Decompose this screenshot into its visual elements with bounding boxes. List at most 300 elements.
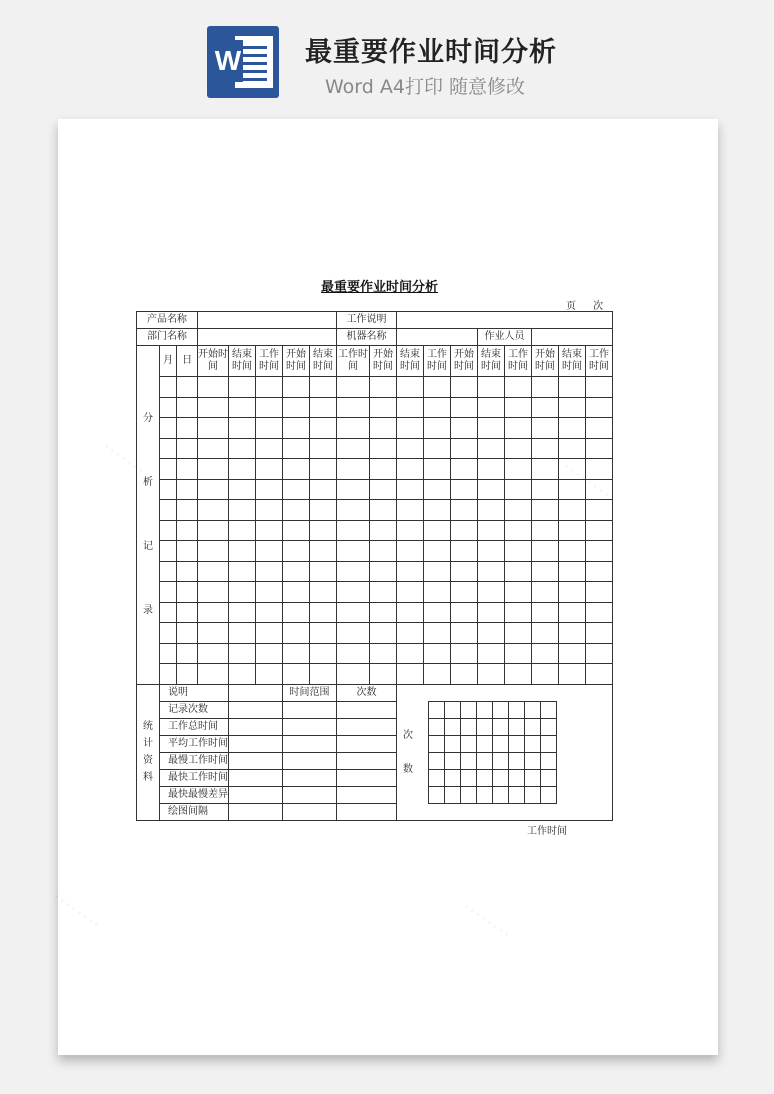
- record-cell: [586, 602, 613, 623]
- record-cell: [310, 582, 337, 603]
- record-cell: [229, 623, 256, 644]
- chart-grid-cell: [509, 786, 525, 803]
- chart-ylabel: [403, 719, 413, 787]
- record-cell: [478, 623, 505, 644]
- record-cell: [197, 397, 228, 418]
- time-column-header: 工作时间: [256, 346, 283, 377]
- record-cell: [532, 418, 559, 439]
- chart-grid-cell: [525, 786, 541, 803]
- record-cell: [559, 479, 586, 500]
- page-number-label: 页 次: [566, 301, 604, 312]
- record-cell: [337, 520, 370, 541]
- record-cell: [256, 397, 283, 418]
- record-cell: [586, 643, 613, 664]
- record-cell: [160, 541, 177, 562]
- record-cell: [283, 602, 310, 623]
- word-icon: [207, 26, 279, 98]
- stats-count-cell: [337, 718, 397, 735]
- record-cell: [424, 643, 451, 664]
- record-cell: [177, 541, 198, 562]
- record-cell: [310, 479, 337, 500]
- record-cell: [370, 541, 397, 562]
- chart-grid-cell: [541, 735, 557, 752]
- record-cell: [451, 623, 478, 644]
- record-cell: [337, 438, 370, 459]
- stats-count-cell: [337, 769, 397, 786]
- record-cell: [397, 664, 424, 685]
- record-cell: [478, 602, 505, 623]
- record-cell: [256, 459, 283, 480]
- record-cell: [505, 438, 532, 459]
- record-cell: [505, 582, 532, 603]
- stats-value-cell: [229, 786, 283, 803]
- record-cell: [310, 397, 337, 418]
- chart-grid-cell: [509, 735, 525, 752]
- record-cell: [283, 479, 310, 500]
- record-cell: [559, 643, 586, 664]
- stats-value-cell: [229, 803, 283, 820]
- record-section-label: [137, 346, 160, 685]
- stats-row-label: 最快最慢差异: [160, 786, 229, 803]
- page-header: [0, 0, 774, 110]
- stats-row-label: 最慢工作时间: [160, 752, 229, 769]
- record-cell: [505, 500, 532, 521]
- record-cell: [283, 643, 310, 664]
- record-cell: [256, 602, 283, 623]
- record-cell: [451, 459, 478, 480]
- record-cell: [310, 418, 337, 439]
- chart-grid-cell: [525, 769, 541, 786]
- record-cell: [197, 582, 228, 603]
- record-cell: [283, 377, 310, 398]
- chart-grid-cell: [461, 769, 477, 786]
- department-value: [197, 329, 336, 346]
- record-cell: [424, 541, 451, 562]
- record-cell: [532, 500, 559, 521]
- stats-row-label: 绘图间隔: [160, 803, 229, 820]
- record-cell: [256, 438, 283, 459]
- record-cell: [586, 459, 613, 480]
- chart-grid-cell: [461, 752, 477, 769]
- record-cell: [310, 520, 337, 541]
- chart-grid-cell: [477, 735, 493, 752]
- record-cell: [337, 459, 370, 480]
- department-label: 部门名称: [137, 329, 198, 346]
- record-cell: [451, 500, 478, 521]
- record-cell: [559, 520, 586, 541]
- record-cell: [283, 418, 310, 439]
- record-cell: [424, 500, 451, 521]
- record-cell: [283, 438, 310, 459]
- record-cell: [532, 582, 559, 603]
- record-cell: [424, 438, 451, 459]
- record-cell: [337, 479, 370, 500]
- chart-grid-cell: [477, 718, 493, 735]
- record-cell: [505, 561, 532, 582]
- record-cell: [478, 520, 505, 541]
- record-cell: [424, 418, 451, 439]
- chart-grid-cell: [493, 735, 509, 752]
- stats-count-cell: [337, 752, 397, 769]
- record-cell: [478, 664, 505, 685]
- record-cell: [229, 377, 256, 398]
- record-cell: [177, 459, 198, 480]
- record-cell: [160, 520, 177, 541]
- stats-range-cell: [283, 752, 337, 769]
- record-cell: [160, 561, 177, 582]
- record-cell: [397, 397, 424, 418]
- chart-grid-cell: [477, 786, 493, 803]
- record-cell: [197, 418, 228, 439]
- record-cell: [310, 438, 337, 459]
- record-cell: [160, 438, 177, 459]
- record-cell: [337, 500, 370, 521]
- record-cell: [177, 438, 198, 459]
- record-cell: [532, 561, 559, 582]
- record-cell: [310, 602, 337, 623]
- stats-label-char: 计: [143, 738, 153, 749]
- record-cell: [451, 377, 478, 398]
- stats-label-char: 统: [143, 721, 153, 732]
- work-desc-value: [397, 312, 613, 329]
- record-cell: [337, 377, 370, 398]
- record-cell: [197, 438, 228, 459]
- record-cell: [559, 418, 586, 439]
- record-cell: [559, 459, 586, 480]
- record-cell: [283, 664, 310, 685]
- analysis-form: [136, 311, 613, 821]
- record-cell: [559, 582, 586, 603]
- record-cell: [310, 500, 337, 521]
- record-cell: [451, 643, 478, 664]
- record-cell: [451, 664, 478, 685]
- record-cell: [478, 541, 505, 562]
- record-cell: [586, 500, 613, 521]
- record-cell: [283, 500, 310, 521]
- record-cell: [478, 582, 505, 603]
- record-label-char: 分: [143, 412, 153, 424]
- record-cell: [177, 643, 198, 664]
- time-column-header: 结束时间: [559, 346, 586, 377]
- chart-grid-cell: [445, 769, 461, 786]
- word-icon-letter: W: [213, 40, 243, 82]
- record-cell: [586, 623, 613, 644]
- record-cell: [451, 397, 478, 418]
- record-cell: [229, 459, 256, 480]
- machine-label: 机器名称: [337, 329, 397, 346]
- record-cell: [229, 602, 256, 623]
- record-cell: [197, 479, 228, 500]
- record-cell: [177, 561, 198, 582]
- record-cell: [256, 500, 283, 521]
- record-cell: [370, 500, 397, 521]
- chart-grid-cell: [429, 786, 445, 803]
- record-cell: [229, 643, 256, 664]
- record-cell: [229, 541, 256, 562]
- stats-section-label: [137, 684, 160, 820]
- stats-count-cell: [337, 701, 397, 718]
- record-cell: [532, 643, 559, 664]
- month-header: 月: [160, 346, 177, 377]
- record-cell: [397, 377, 424, 398]
- record-cell: [586, 479, 613, 500]
- record-cell: [559, 438, 586, 459]
- record-cell: [370, 459, 397, 480]
- record-cell: [256, 479, 283, 500]
- record-cell: [397, 623, 424, 644]
- record-cell: [586, 438, 613, 459]
- record-cell: [586, 397, 613, 418]
- record-cell: [586, 377, 613, 398]
- record-cell: [370, 418, 397, 439]
- record-cell: [532, 541, 559, 562]
- record-cell: [197, 541, 228, 562]
- record-cell: [478, 479, 505, 500]
- stats-value-cell: [229, 752, 283, 769]
- record-label-char: 记: [143, 540, 153, 552]
- chart-grid-cell: [493, 786, 509, 803]
- record-cell: [505, 541, 532, 562]
- time-column-header: 开始时间: [197, 346, 228, 377]
- stats-row-label: 工作总时间: [160, 718, 229, 735]
- header-subtitle: Word A4打印 随意修改: [325, 76, 526, 98]
- record-cell: [229, 397, 256, 418]
- record-cell: [397, 520, 424, 541]
- record-cell: [451, 602, 478, 623]
- record-cell: [397, 561, 424, 582]
- record-cell: [283, 582, 310, 603]
- record-cell: [256, 664, 283, 685]
- record-cell: [256, 377, 283, 398]
- record-cell: [370, 582, 397, 603]
- record-cell: [397, 582, 424, 603]
- record-cell: [424, 582, 451, 603]
- stats-value-cell: [229, 769, 283, 786]
- record-cell: [370, 377, 397, 398]
- record-cell: [586, 520, 613, 541]
- record-cell: [424, 397, 451, 418]
- record-cell: [505, 623, 532, 644]
- time-column-header: 工作时间: [505, 346, 532, 377]
- record-cell: [160, 459, 177, 480]
- record-cell: [505, 520, 532, 541]
- record-cell: [559, 541, 586, 562]
- chart-ylabel-char: 次: [403, 729, 413, 741]
- chart-grid-cell: [493, 718, 509, 735]
- time-column-header: 结束时间: [478, 346, 505, 377]
- record-cell: [424, 377, 451, 398]
- record-cell: [160, 479, 177, 500]
- record-cell: [337, 623, 370, 644]
- record-cell: [160, 397, 177, 418]
- record-cell: [160, 643, 177, 664]
- record-cell: [505, 459, 532, 480]
- record-cell: [337, 664, 370, 685]
- stats-range-cell: [283, 701, 337, 718]
- record-cell: [559, 500, 586, 521]
- chart-grid-cell: [509, 752, 525, 769]
- record-cell: [559, 623, 586, 644]
- record-cell: [424, 664, 451, 685]
- chart-grid-cell: [429, 718, 445, 735]
- record-cell: [451, 582, 478, 603]
- record-cell: [424, 602, 451, 623]
- chart-grid-cell: [445, 735, 461, 752]
- record-cell: [337, 561, 370, 582]
- record-cell: [229, 561, 256, 582]
- record-cell: [177, 377, 198, 398]
- record-cell: [370, 397, 397, 418]
- record-cell: [478, 643, 505, 664]
- record-cell: [229, 664, 256, 685]
- record-cell: [559, 377, 586, 398]
- chart-grid-cell: [461, 701, 477, 718]
- record-cell: [424, 520, 451, 541]
- chart-xlabel: 工作时间: [527, 826, 567, 837]
- record-cell: [397, 500, 424, 521]
- chart-grid-cell: [493, 701, 509, 718]
- record-cell: [424, 623, 451, 644]
- stats-row-label: 记录次数: [160, 701, 229, 718]
- chart-grid-cell: [541, 786, 557, 803]
- record-cell: [532, 602, 559, 623]
- stats-row-label: 最快工作时间: [160, 769, 229, 786]
- record-cell: [197, 664, 228, 685]
- record-cell: [478, 500, 505, 521]
- record-cell: [310, 664, 337, 685]
- operator-label: 作业人员: [478, 329, 532, 346]
- record-cell: [451, 438, 478, 459]
- stats-range-cell: [283, 769, 337, 786]
- record-cell: [370, 643, 397, 664]
- time-column-header: 开始时间: [370, 346, 397, 377]
- record-cell: [197, 602, 228, 623]
- record-cell: [397, 479, 424, 500]
- chart-grid-cell: [509, 701, 525, 718]
- chart-grid-cell: [461, 735, 477, 752]
- record-cell: [197, 643, 228, 664]
- record-cell: [256, 541, 283, 562]
- chart-grid-cell: [525, 718, 541, 735]
- day-header: 日: [177, 346, 198, 377]
- record-cell: [283, 623, 310, 644]
- record-cell: [505, 602, 532, 623]
- record-label-char: 析: [143, 476, 153, 488]
- record-cell: [177, 623, 198, 644]
- record-cell: [397, 418, 424, 439]
- record-cell: [397, 438, 424, 459]
- chart-grid-cell: [445, 701, 461, 718]
- record-cell: [160, 602, 177, 623]
- record-cell: [505, 397, 532, 418]
- record-cell: [451, 479, 478, 500]
- record-cell: [197, 377, 228, 398]
- record-cell: [197, 561, 228, 582]
- record-cell: [310, 377, 337, 398]
- stats-value-cell: [229, 735, 283, 752]
- record-cell: [337, 541, 370, 562]
- record-cell: [370, 664, 397, 685]
- record-cell: [586, 664, 613, 685]
- chart-grid-cell: [429, 735, 445, 752]
- chart-grid-cell: [461, 786, 477, 803]
- document-title: 最重要作业时间分析: [321, 280, 439, 295]
- record-cell: [197, 500, 228, 521]
- record-cell: [586, 541, 613, 562]
- record-cell: [532, 377, 559, 398]
- record-cell: [177, 602, 198, 623]
- chart-grid-cell: [445, 752, 461, 769]
- record-cell: [310, 623, 337, 644]
- stats-range-cell: [283, 786, 337, 803]
- time-column-header: 结束时间: [310, 346, 337, 377]
- stats-label-char: 料: [143, 772, 153, 783]
- stats-count-cell: [337, 786, 397, 803]
- stats-value-cell: [229, 718, 283, 735]
- record-cell: [256, 623, 283, 644]
- record-cell: [337, 582, 370, 603]
- record-cell: [586, 561, 613, 582]
- record-cell: [397, 643, 424, 664]
- record-cell: [505, 479, 532, 500]
- record-cell: [177, 479, 198, 500]
- chart-grid-cell: [541, 718, 557, 735]
- record-cell: [451, 520, 478, 541]
- record-cell: [586, 418, 613, 439]
- time-column-header: 结束时间: [397, 346, 424, 377]
- chart-grid-cell: [445, 718, 461, 735]
- chart-grid-cell: [429, 701, 445, 718]
- record-cell: [478, 438, 505, 459]
- record-cell: [197, 520, 228, 541]
- record-cell: [229, 438, 256, 459]
- record-cell: [256, 520, 283, 541]
- chart-grid-cell: [477, 769, 493, 786]
- chart-grid-cell: [461, 718, 477, 735]
- record-cell: [177, 500, 198, 521]
- stats-range-cell: [283, 803, 337, 820]
- record-cell: [337, 397, 370, 418]
- chart-grid-cell: [429, 769, 445, 786]
- record-cell: [229, 582, 256, 603]
- stats-desc-header: 说明: [160, 684, 229, 701]
- record-cell: [370, 438, 397, 459]
- chart-grid-cell: [541, 769, 557, 786]
- stats-range-cell: [283, 718, 337, 735]
- record-cell: [451, 561, 478, 582]
- chart-grid: [428, 701, 557, 804]
- record-cell: [229, 520, 256, 541]
- record-cell: [310, 561, 337, 582]
- chart-grid-cell: [509, 769, 525, 786]
- record-cell: [177, 664, 198, 685]
- chart-ylabel-char: 数: [403, 763, 413, 775]
- frequency-chart-area: [397, 684, 613, 820]
- record-cell: [397, 459, 424, 480]
- chart-grid-cell: [493, 752, 509, 769]
- record-cell: [532, 479, 559, 500]
- time-column-header: 工作时间: [586, 346, 613, 377]
- record-cell: [337, 602, 370, 623]
- record-cell: [160, 664, 177, 685]
- record-cell: [532, 397, 559, 418]
- record-cell: [160, 623, 177, 644]
- record-cell: [337, 418, 370, 439]
- record-cell: [283, 541, 310, 562]
- record-cell: [370, 520, 397, 541]
- record-cell: [177, 520, 198, 541]
- stats-value-cell: [229, 701, 283, 718]
